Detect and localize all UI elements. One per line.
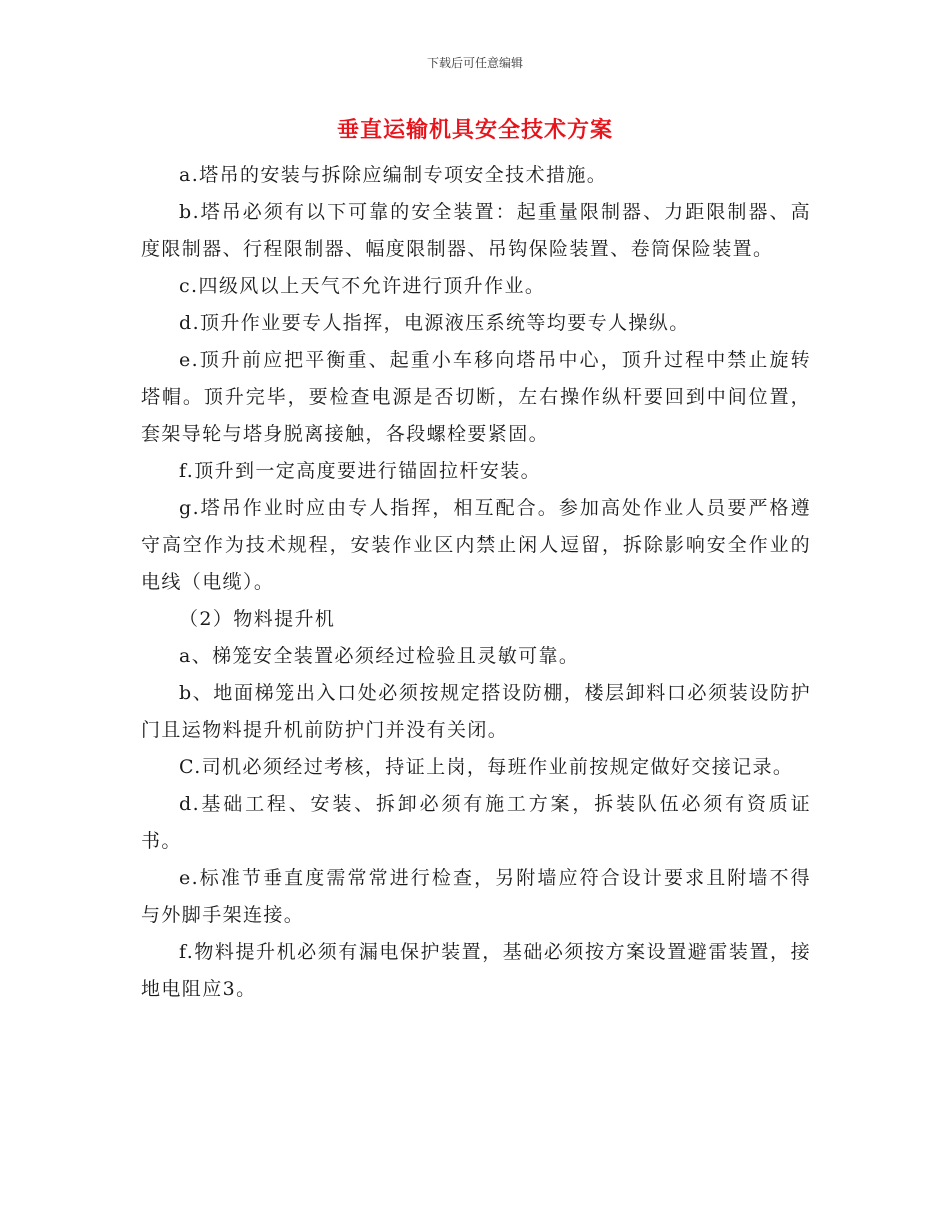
document-body	[141, 157, 811, 1008]
paragraph: f.顶升到一定高度要进行锚固拉杆安装。	[179, 460, 541, 482]
paragraph: b、地面梯笼出入口处必须按规定搭设防棚，楼层卸料口必须装设防护门且运物料提升机前防护门并没有关闭。	[141, 682, 811, 741]
paragraph: f.物料提升机必须有漏电保护装置，基础必须按方案设置避雷装置，接地电阻应3。	[141, 941, 811, 1000]
paragraph: d.基础工程、安装、拆卸必须有施工方案，拆装队伍必须有资质证书。	[141, 793, 811, 852]
section-heading: （2）物料提升机	[179, 608, 336, 630]
paragraph: b.塔吊必须有以下可靠的安全装置：起重量限制器、力距限制器、高度限制器、行程限制器、幅度限制器、吊钩保险装置、卷筒保险装置。	[141, 201, 811, 260]
paragraph: e.顶升前应把平衡重、起重小车移向塔吊中心，顶升过程中禁止旋转塔帽。顶升完毕，要检查电源是否切断，左右操作纵杆要回到中间位置，套架导轮与塔身脱离接触，各段螺栓要紧固。	[141, 349, 811, 445]
paragraph: e.标准节垂直度需常常进行检查，另附墙应符合设计要求且附墙不得与外脚手架连接。	[141, 867, 811, 926]
paragraph: a、梯笼安全装置必须经过检验且灵敏可靠。	[179, 645, 580, 667]
paragraph: C.司机必须经过考核，持证上岗，每班作业前按规定做好交接记录。	[179, 756, 794, 778]
document-title: 垂直运输机具安全技术方案	[336, 118, 613, 143]
paragraph: a.塔吊的安装与拆除应编制专项安全技术措施。	[179, 164, 608, 186]
page-header-note: 下载后可任意编辑	[426, 56, 523, 70]
paragraph: c.四级风以上天气不允许进行顶升作业。	[179, 275, 546, 297]
paragraph: d.顶升作业要专人指挥，电源液压系统等均要专人操纵。	[179, 312, 690, 334]
paragraph: g.塔吊作业时应由专人指挥，相互配合。参加高处作业人员要严格遵守高空作为技术规程，安装作业区内禁止闲人逗留，拆除影响安全作业的电线（电缆）。	[141, 497, 811, 593]
